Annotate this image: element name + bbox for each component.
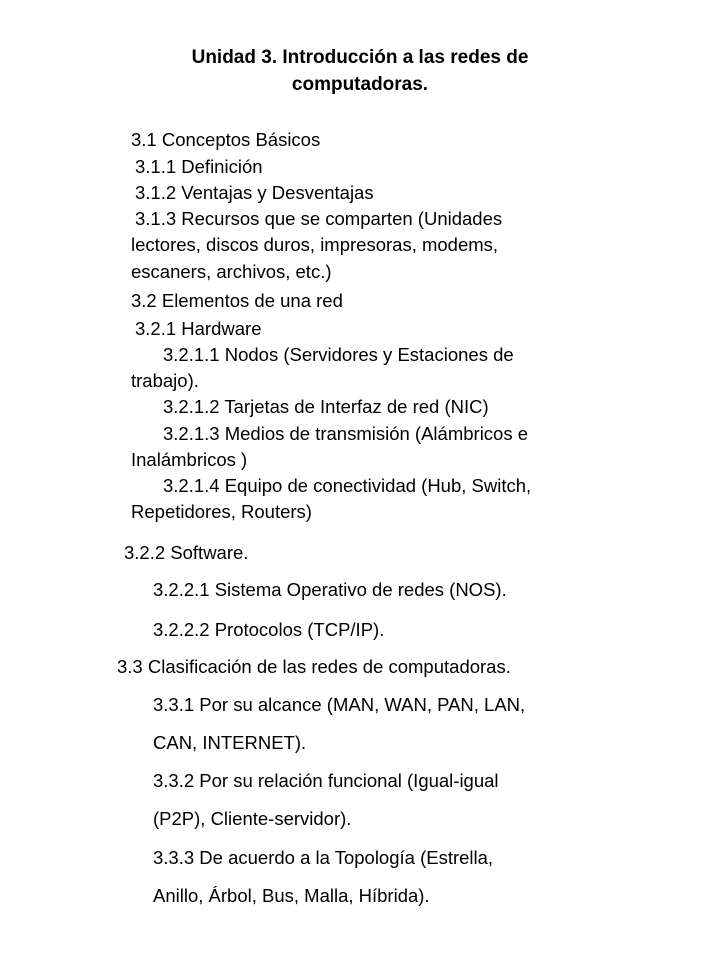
document-title-line-1: Unidad 3. Introducción a las redes de [191, 47, 529, 68]
outline-item-3-3: 3.3 Clasificación de las redes de computadoras. [117, 656, 511, 677]
outline-item-3-2: 3.2 Elementos de una red [131, 290, 343, 311]
outline-item-3-1-3-continued-2: escaners, archivos, etc.) [131, 261, 332, 282]
outline-item-3-2-1-1: 3.2.1.1 Nodos (Servidores y Estaciones de [163, 344, 514, 365]
outline-item-3-2-1-1-continued: trabajo). [131, 370, 199, 391]
outline-item-3-3-2: 3.3.2 Por su relación funcional (Igual-igual [153, 770, 499, 791]
outline-item-3-3-3-continued: Anillo, Árbol, Bus, Malla, Híbrida). [153, 885, 430, 906]
outline-item-3-2-2-1: 3.2.2.1 Sistema Operativo de redes (NOS). [153, 579, 507, 600]
outline-item-3-1: 3.1 Conceptos Básicos [131, 129, 321, 150]
outline-item-3-2-2: 3.2.2 Software. [124, 542, 249, 563]
outline-item-3-1-3-continued: lectores, discos duros, impresoras, modems, [131, 234, 499, 255]
outline-item-3-2-1-3: 3.2.1.3 Medios de transmisión (Alámbricos e [163, 423, 529, 444]
outline-item-3-1-3: 3.1.3 Recursos que se comparten (Unidades [135, 208, 503, 229]
outline-item-3-3-1: 3.3.1 Por su alcance (MAN, WAN, PAN, LAN, [153, 694, 526, 715]
outline-item-3-3-3: 3.3.3 De acuerdo a la Topología (Estrella, [153, 847, 494, 868]
document-title-line-2: computadoras. [291, 74, 429, 95]
outline-item-3-2-1-2: 3.2.1.2 Tarjetas de Interfaz de red (NIC) [163, 396, 489, 417]
outline-item-3-2-1-4-continued: Repetidores, Routers) [131, 501, 312, 522]
outline-item-3-1-2: 3.1.2 Ventajas y Desventajas [135, 182, 374, 203]
outline-item-3-3-1-continued: CAN, INTERNET). [153, 732, 307, 753]
outline-item-3-3-2-continued: (P2P), Cliente-servidor). [153, 808, 352, 829]
outline-item-3-2-2-2: 3.2.2.2 Protocolos (TCP/IP). [153, 619, 385, 640]
outline-item-3-1-1: 3.1.1 Definición [135, 156, 263, 177]
outline-item-3-2-1-4: 3.2.1.4 Equipo de conectividad (Hub, Switch, [163, 475, 532, 496]
outline-item-3-2-1-3-continued: Inalámbricos ) [131, 449, 248, 470]
outline-item-3-2-1: 3.2.1 Hardware [135, 318, 262, 339]
